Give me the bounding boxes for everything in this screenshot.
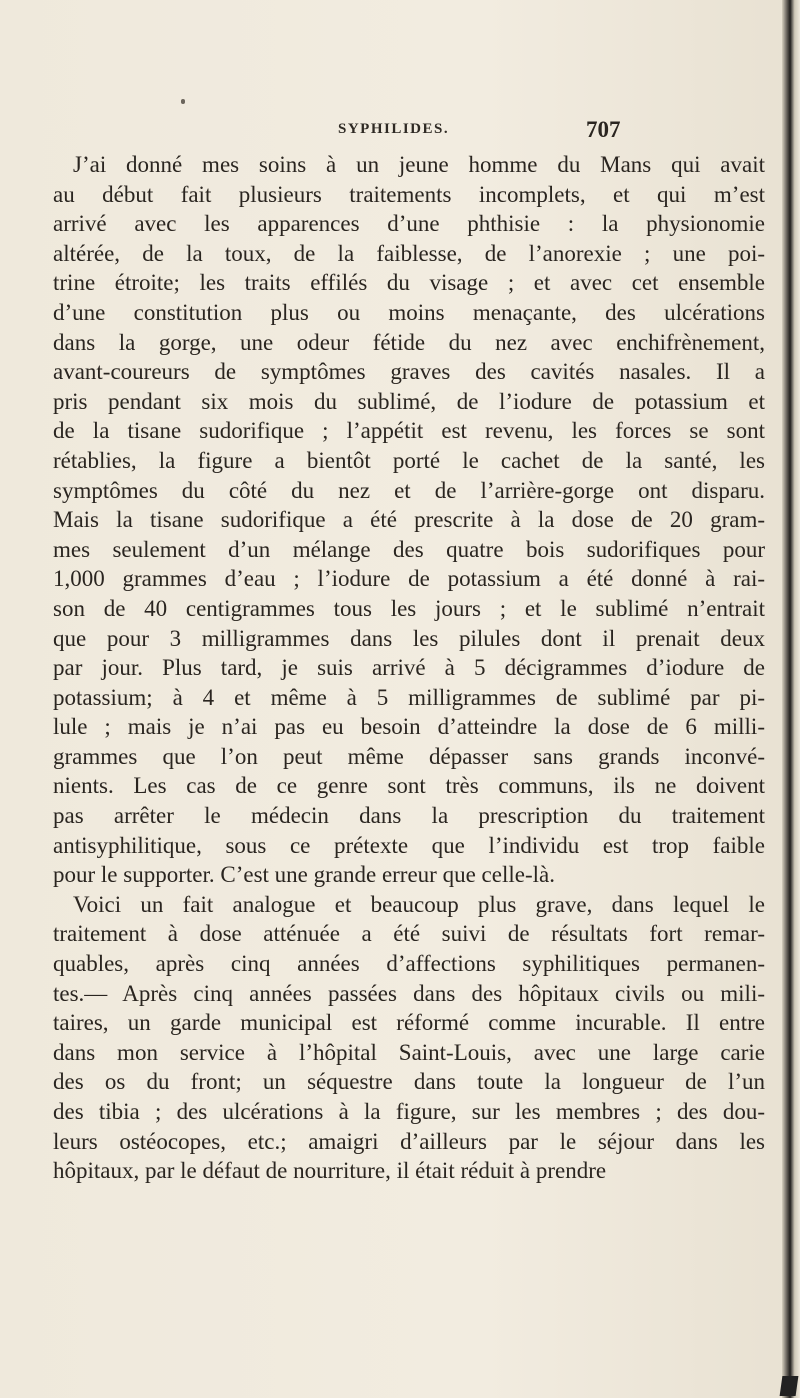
- text-line: avant-coureurs de symptômes graves des cavités nasales. Il a: [53, 359, 765, 385]
- text-line: que pour 3 milligrammes dans les pilules dont il prenait deux: [53, 625, 765, 651]
- ink-speck: [181, 99, 185, 104]
- text-line: traitement à dose atténuée a été suivi de résultats fort remar-: [53, 921, 765, 947]
- text-line: taires, un garde municipal est réformé comme incurable. Il entre: [53, 1010, 765, 1036]
- text-line: son de 40 centigrammes tous les jours ; et le sublimé n’entrait: [53, 595, 765, 621]
- text-line: 1,000 grammes d’eau ; l’iodure de potassium a été donné à rai-: [53, 566, 765, 592]
- text-line: pas arrêter le médecin dans la prescription du traitement: [53, 803, 765, 829]
- text-line: quables, après cinq années d’affections syphilitiques permanen-: [53, 951, 765, 977]
- text-line: antisyphilitique, sous ce prétexte que l’individu est trop faible: [53, 832, 765, 858]
- text-line: dans mon service à l’hôpital Saint-Louis, avec une large carie: [53, 1039, 765, 1065]
- text-line: des os du front; un séquestre dans toute la longueur de l’un: [53, 1069, 765, 1095]
- text-line: lule ; mais je n’ai pas eu besoin d’atteindre la dose de 6 milli-: [53, 714, 765, 740]
- text-line: par jour. Plus tard, je suis arrivé à 5 décigrammes d’iodure de: [53, 655, 765, 681]
- text-line: hôpitaux, par le défaut de nourriture, il était réduit à prendre: [53, 1158, 607, 1184]
- text-line: dans la gorge, une odeur fétide du nez avec enchifrènement,: [53, 329, 765, 355]
- text-line: des tibia ; des ulcérations à la figure, sur les membres ; des dou-: [53, 1099, 765, 1124]
- text-line: nients. Les cas de ce genre sont très communs, ils ne doivent: [53, 773, 765, 799]
- text-line: pris pendant six mois du sublimé, de l’iodure de potassium et: [53, 388, 765, 414]
- running-head: [0, 117, 800, 145]
- page-number: 707: [586, 117, 621, 142]
- body-text: [53, 150, 765, 1186]
- text-line: altérée, de la toux, de la faiblesse, de l’anorexie ; une poi-: [53, 240, 765, 266]
- text-line: arrivé avec les apparences d’une phthisie : la physionomie: [53, 211, 765, 237]
- text-line: potassium; à 4 et même à 5 milligrammes de sublimé par pi-: [53, 684, 765, 710]
- text-line: au début fait plusieurs traitements incomplets, et qui m’est: [53, 181, 765, 207]
- text-line: leurs ostéocopes, etc.; amaigri d’ailleurs par le séjour dans les: [53, 1128, 765, 1154]
- book-spine-edge: [782, 0, 800, 1398]
- corner-mark: [780, 1376, 799, 1396]
- text-line: grammes que l’on peut même dépasser sans grands inconvé-: [53, 743, 765, 769]
- text-line: mes seulement d’un mélange des quatre bois sudorifiques pour: [53, 536, 765, 562]
- text-line: trine étroite; les traits effilés du visage ; et avec cet ensemble: [53, 270, 765, 296]
- text-line: de la tisane sudorifique ; l’appétit est revenu, les forces se sont: [53, 418, 765, 444]
- text-line: rétablies, la figure a bientôt porté le cachet de la santé, les: [53, 447, 765, 473]
- text-line: Mais la tisane sudorifique a été prescrite à la dose de 20 gram-: [53, 507, 765, 533]
- text-line: J’ai donné mes soins à un jeune homme du Mans qui avait: [73, 152, 765, 177]
- text-line: pour le supporter. C’est une grande erreur que celle-là.: [53, 862, 555, 888]
- text-line: Voici un fait analogue et beaucoup plus grave, dans lequel le: [73, 891, 765, 917]
- text-line: tes.— Après cinq années passées dans des hôpitaux civils ou mili-: [53, 980, 765, 1006]
- text-line: d’une constitution plus ou moins menaçante, des ulcérations: [53, 299, 765, 325]
- text-line: symptômes du côté du nez et de l’arrière-gorge ont disparu.: [53, 477, 765, 503]
- running-head-title: SYPHILIDES.: [338, 121, 450, 137]
